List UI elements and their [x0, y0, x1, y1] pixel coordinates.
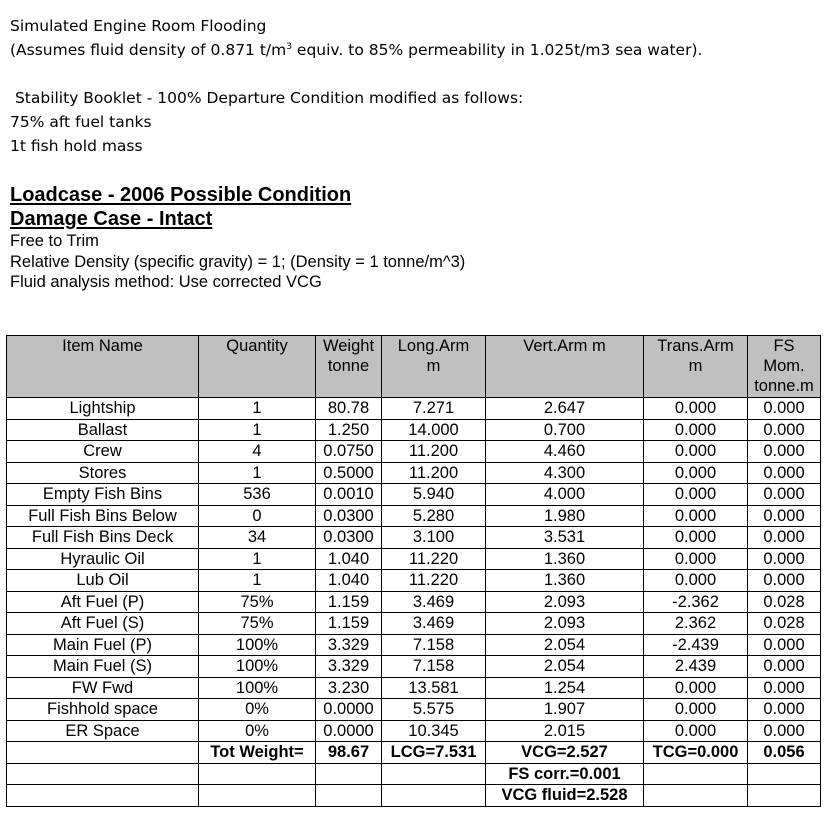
item-name-cell: Lub Oil — [7, 570, 199, 592]
fs-mom-cell: 0.028 — [748, 591, 821, 613]
weight-cell: 0.0300 — [316, 505, 382, 527]
item-name-cell: Stores — [7, 462, 199, 484]
weight-cell: 0.0000 — [316, 699, 382, 721]
trans-arm-cell: 2.362 — [644, 613, 748, 635]
item-name-cell: Lightship — [7, 398, 199, 420]
quantity-cell: 75% — [199, 613, 316, 635]
note-assumption-text: (Assumes fluid density of 0.871 t/m — [10, 41, 287, 59]
long-arm-cell: 7.158 — [382, 634, 486, 656]
total-fs-value: 0.056 — [748, 742, 821, 764]
table-row — [7, 720, 821, 742]
trans-arm-cell: 0.000 — [644, 398, 748, 420]
vert-arm-cell: 1.980 — [486, 505, 644, 527]
col-trans-arm: Trans.Arm m — [644, 336, 748, 398]
long-arm-cell: 3.100 — [382, 527, 486, 549]
table-row — [7, 398, 821, 420]
long-arm-cell: 14.000 — [382, 419, 486, 441]
table-row — [7, 699, 821, 721]
vert-arm-cell: 1.254 — [486, 677, 644, 699]
fs-mom-cell: 0.000 — [748, 720, 821, 742]
item-name-cell: Full Fish Bins Below — [7, 505, 199, 527]
note-booklet-text: Stability Booklet - 100% Departure Condition modified as follows: — [14, 89, 524, 107]
damage-case-title: Damage Case - Intact — [10, 208, 213, 230]
lcg-value: LCG=7.531 — [382, 742, 486, 764]
weight-cell: 3.329 — [316, 634, 382, 656]
long-arm-cell: 5.575 — [382, 699, 486, 721]
vert-arm-cell: 0.700 — [486, 419, 644, 441]
weight-cell: 3.329 — [316, 656, 382, 678]
note-assumption-exponent: 3 — [286, 42, 292, 52]
item-name-cell: Main Fuel (P) — [7, 634, 199, 656]
note-modification-1: 75% aft fuel tanks — [10, 113, 152, 131]
col-weight: Weight tonne — [316, 336, 382, 398]
tcg-value: TCG=0.000 — [644, 742, 748, 764]
item-name-cell: Empty Fish Bins — [7, 484, 199, 506]
totals-spacer — [7, 742, 199, 764]
vert-arm-cell: 1.360 — [486, 570, 644, 592]
total-weight-value: 98.67 — [316, 742, 382, 764]
note-modification-2: 1t fish hold mass — [10, 137, 143, 155]
vert-arm-cell: 2.647 — [486, 398, 644, 420]
trans-arm-cell: -2.362 — [644, 591, 748, 613]
weight-cell: 1.040 — [316, 548, 382, 570]
quantity-cell: 75% — [199, 591, 316, 613]
quantity-cell: 1 — [199, 462, 316, 484]
quantity-cell: 1 — [199, 548, 316, 570]
quantity-cell: 1 — [199, 419, 316, 441]
trans-arm-cell: 0.000 — [644, 720, 748, 742]
method-note: Fluid analysis method: Use corrected VCG — [10, 273, 322, 291]
table-row — [7, 634, 821, 656]
intro-notes — [10, 14, 702, 158]
weight-cell: 1.159 — [316, 613, 382, 635]
item-name-cell: Main Fuel (S) — [7, 656, 199, 678]
vert-arm-cell: 1.360 — [486, 548, 644, 570]
fs-correction-row — [7, 763, 821, 785]
quantity-cell: 1 — [199, 570, 316, 592]
trans-arm-cell: -2.439 — [644, 634, 748, 656]
long-arm-cell: 10.345 — [382, 720, 486, 742]
vert-arm-cell: 2.054 — [486, 656, 644, 678]
fs-mom-cell: 0.000 — [748, 527, 821, 549]
long-arm-cell: 11.220 — [382, 548, 486, 570]
col-long-arm: Long.Arm m — [382, 336, 486, 398]
fs-mom-cell: 0.000 — [748, 656, 821, 678]
long-arm-cell: 11.200 — [382, 441, 486, 463]
note-assumption — [10, 38, 702, 62]
quantity-cell: 34 — [199, 527, 316, 549]
vert-arm-cell: 2.054 — [486, 634, 644, 656]
weight-cell: 1.250 — [316, 419, 382, 441]
quantity-cell: 0 — [199, 505, 316, 527]
fs-mom-cell: 0.000 — [748, 419, 821, 441]
fs-mom-cell: 0.000 — [748, 398, 821, 420]
total-weight-label: Tot Weight= — [199, 742, 316, 764]
vert-arm-cell: 4.300 — [486, 462, 644, 484]
trans-arm-cell: 0.000 — [644, 548, 748, 570]
item-name-cell: Ballast — [7, 419, 199, 441]
trans-arm-cell: 0.000 — [644, 441, 748, 463]
weight-cell: 0.0010 — [316, 484, 382, 506]
vert-arm-cell: 3.531 — [486, 527, 644, 549]
trans-arm-cell: 0.000 — [644, 484, 748, 506]
trim-note: Free to Trim — [10, 232, 99, 250]
note-title: Simulated Engine Room Flooding — [10, 17, 267, 35]
weight-cell: 0.0300 — [316, 527, 382, 549]
weight-cell: 3.230 — [316, 677, 382, 699]
quantity-cell: 536 — [199, 484, 316, 506]
item-name-cell: Aft Fuel (S) — [7, 613, 199, 635]
loadcase-title: Loadcase - 2006 Possible Condition — [10, 184, 352, 206]
table-row — [7, 677, 821, 699]
item-name-cell: Hyraulic Oil — [7, 548, 199, 570]
quantity-cell: 0% — [199, 699, 316, 721]
fs-mom-cell: 0.000 — [748, 699, 821, 721]
table-row — [7, 548, 821, 570]
weight-cell: 0.0750 — [316, 441, 382, 463]
fs-mom-cell: 0.000 — [748, 548, 821, 570]
trans-arm-cell: 0.000 — [644, 505, 748, 527]
quantity-cell: 100% — [199, 656, 316, 678]
table-row — [7, 462, 821, 484]
weight-cell: 1.159 — [316, 591, 382, 613]
weight-cell: 1.040 — [316, 570, 382, 592]
weight-cell: 80.78 — [316, 398, 382, 420]
vcg-value: VCG=2.527 — [486, 742, 644, 764]
trans-arm-cell: 0.000 — [644, 462, 748, 484]
quantity-cell: 100% — [199, 634, 316, 656]
vert-arm-cell: 4.460 — [486, 441, 644, 463]
table-row — [7, 505, 821, 527]
weight-cell: 0.5000 — [316, 462, 382, 484]
long-arm-cell: 7.271 — [382, 398, 486, 420]
fs-mom-cell: 0.000 — [748, 462, 821, 484]
long-arm-cell: 3.469 — [382, 613, 486, 635]
trans-arm-cell: 0.000 — [644, 677, 748, 699]
item-name-cell: Crew — [7, 441, 199, 463]
vert-arm-cell: 1.907 — [486, 699, 644, 721]
fs-mom-cell: 0.000 — [748, 570, 821, 592]
loadcase-block — [10, 183, 465, 293]
note-booklet — [10, 86, 702, 110]
fs-mom-cell: 0.000 — [748, 441, 821, 463]
item-name-cell: FW Fwd — [7, 677, 199, 699]
table-row — [7, 527, 821, 549]
fs-mom-cell: 0.000 — [748, 634, 821, 656]
item-name-cell: ER Space — [7, 720, 199, 742]
trans-arm-cell: 0.000 — [644, 699, 748, 721]
table-row — [7, 591, 821, 613]
stability-table — [6, 335, 821, 807]
long-arm-cell: 13.581 — [382, 677, 486, 699]
col-vert-arm: Vert.Arm m — [486, 336, 644, 398]
vert-arm-cell: 4.000 — [486, 484, 644, 506]
totals-row — [7, 742, 821, 764]
quantity-cell: 0% — [199, 720, 316, 742]
trans-arm-cell: 0.000 — [644, 570, 748, 592]
table-row — [7, 656, 821, 678]
item-name-cell: Fishhold space — [7, 699, 199, 721]
table-header-row — [7, 336, 821, 398]
fs-mom-cell: 0.000 — [748, 505, 821, 527]
vcg-fluid-row — [7, 785, 821, 807]
vert-arm-cell: 2.093 — [486, 613, 644, 635]
quantity-cell: 100% — [199, 677, 316, 699]
note-assumption-text-end: equiv. to 85% permeability in 1.025t/m3 sea water). — [291, 41, 703, 59]
item-name-cell: Full Fish Bins Deck — [7, 527, 199, 549]
vcg-fluid-value: VCG fluid=2.528 — [486, 785, 644, 807]
table-row — [7, 613, 821, 635]
trans-arm-cell: 0.000 — [644, 527, 748, 549]
table-row — [7, 441, 821, 463]
long-arm-cell: 7.158 — [382, 656, 486, 678]
table-row — [7, 570, 821, 592]
item-name-cell: Aft Fuel (P) — [7, 591, 199, 613]
vert-arm-cell: 2.015 — [486, 720, 644, 742]
long-arm-cell: 11.220 — [382, 570, 486, 592]
fs-mom-cell: 0.028 — [748, 613, 821, 635]
fs-correction-value: FS corr.=0.001 — [486, 763, 644, 785]
fs-mom-cell: 0.000 — [748, 484, 821, 506]
density-note: Relative Density (specific gravity) = 1; (Density = 1 tonne/m^3) — [10, 252, 466, 271]
col-fs-mom: FS Mom. tonne.m — [748, 336, 821, 398]
spacer — [10, 62, 702, 86]
quantity-cell: 4 — [199, 441, 316, 463]
table-row — [7, 419, 821, 441]
vert-arm-cell: 2.093 — [486, 591, 644, 613]
fs-mom-cell: 0.000 — [748, 677, 821, 699]
long-arm-cell: 3.469 — [382, 591, 486, 613]
long-arm-cell: 5.940 — [382, 484, 486, 506]
col-item-name: Item Name — [7, 336, 199, 398]
trans-arm-cell: 2.439 — [644, 656, 748, 678]
col-quantity: Quantity — [199, 336, 316, 398]
long-arm-cell: 5.280 — [382, 505, 486, 527]
table-row — [7, 484, 821, 506]
quantity-cell: 1 — [199, 398, 316, 420]
long-arm-cell: 11.200 — [382, 462, 486, 484]
trans-arm-cell: 0.000 — [644, 419, 748, 441]
weight-cell: 0.0000 — [316, 720, 382, 742]
